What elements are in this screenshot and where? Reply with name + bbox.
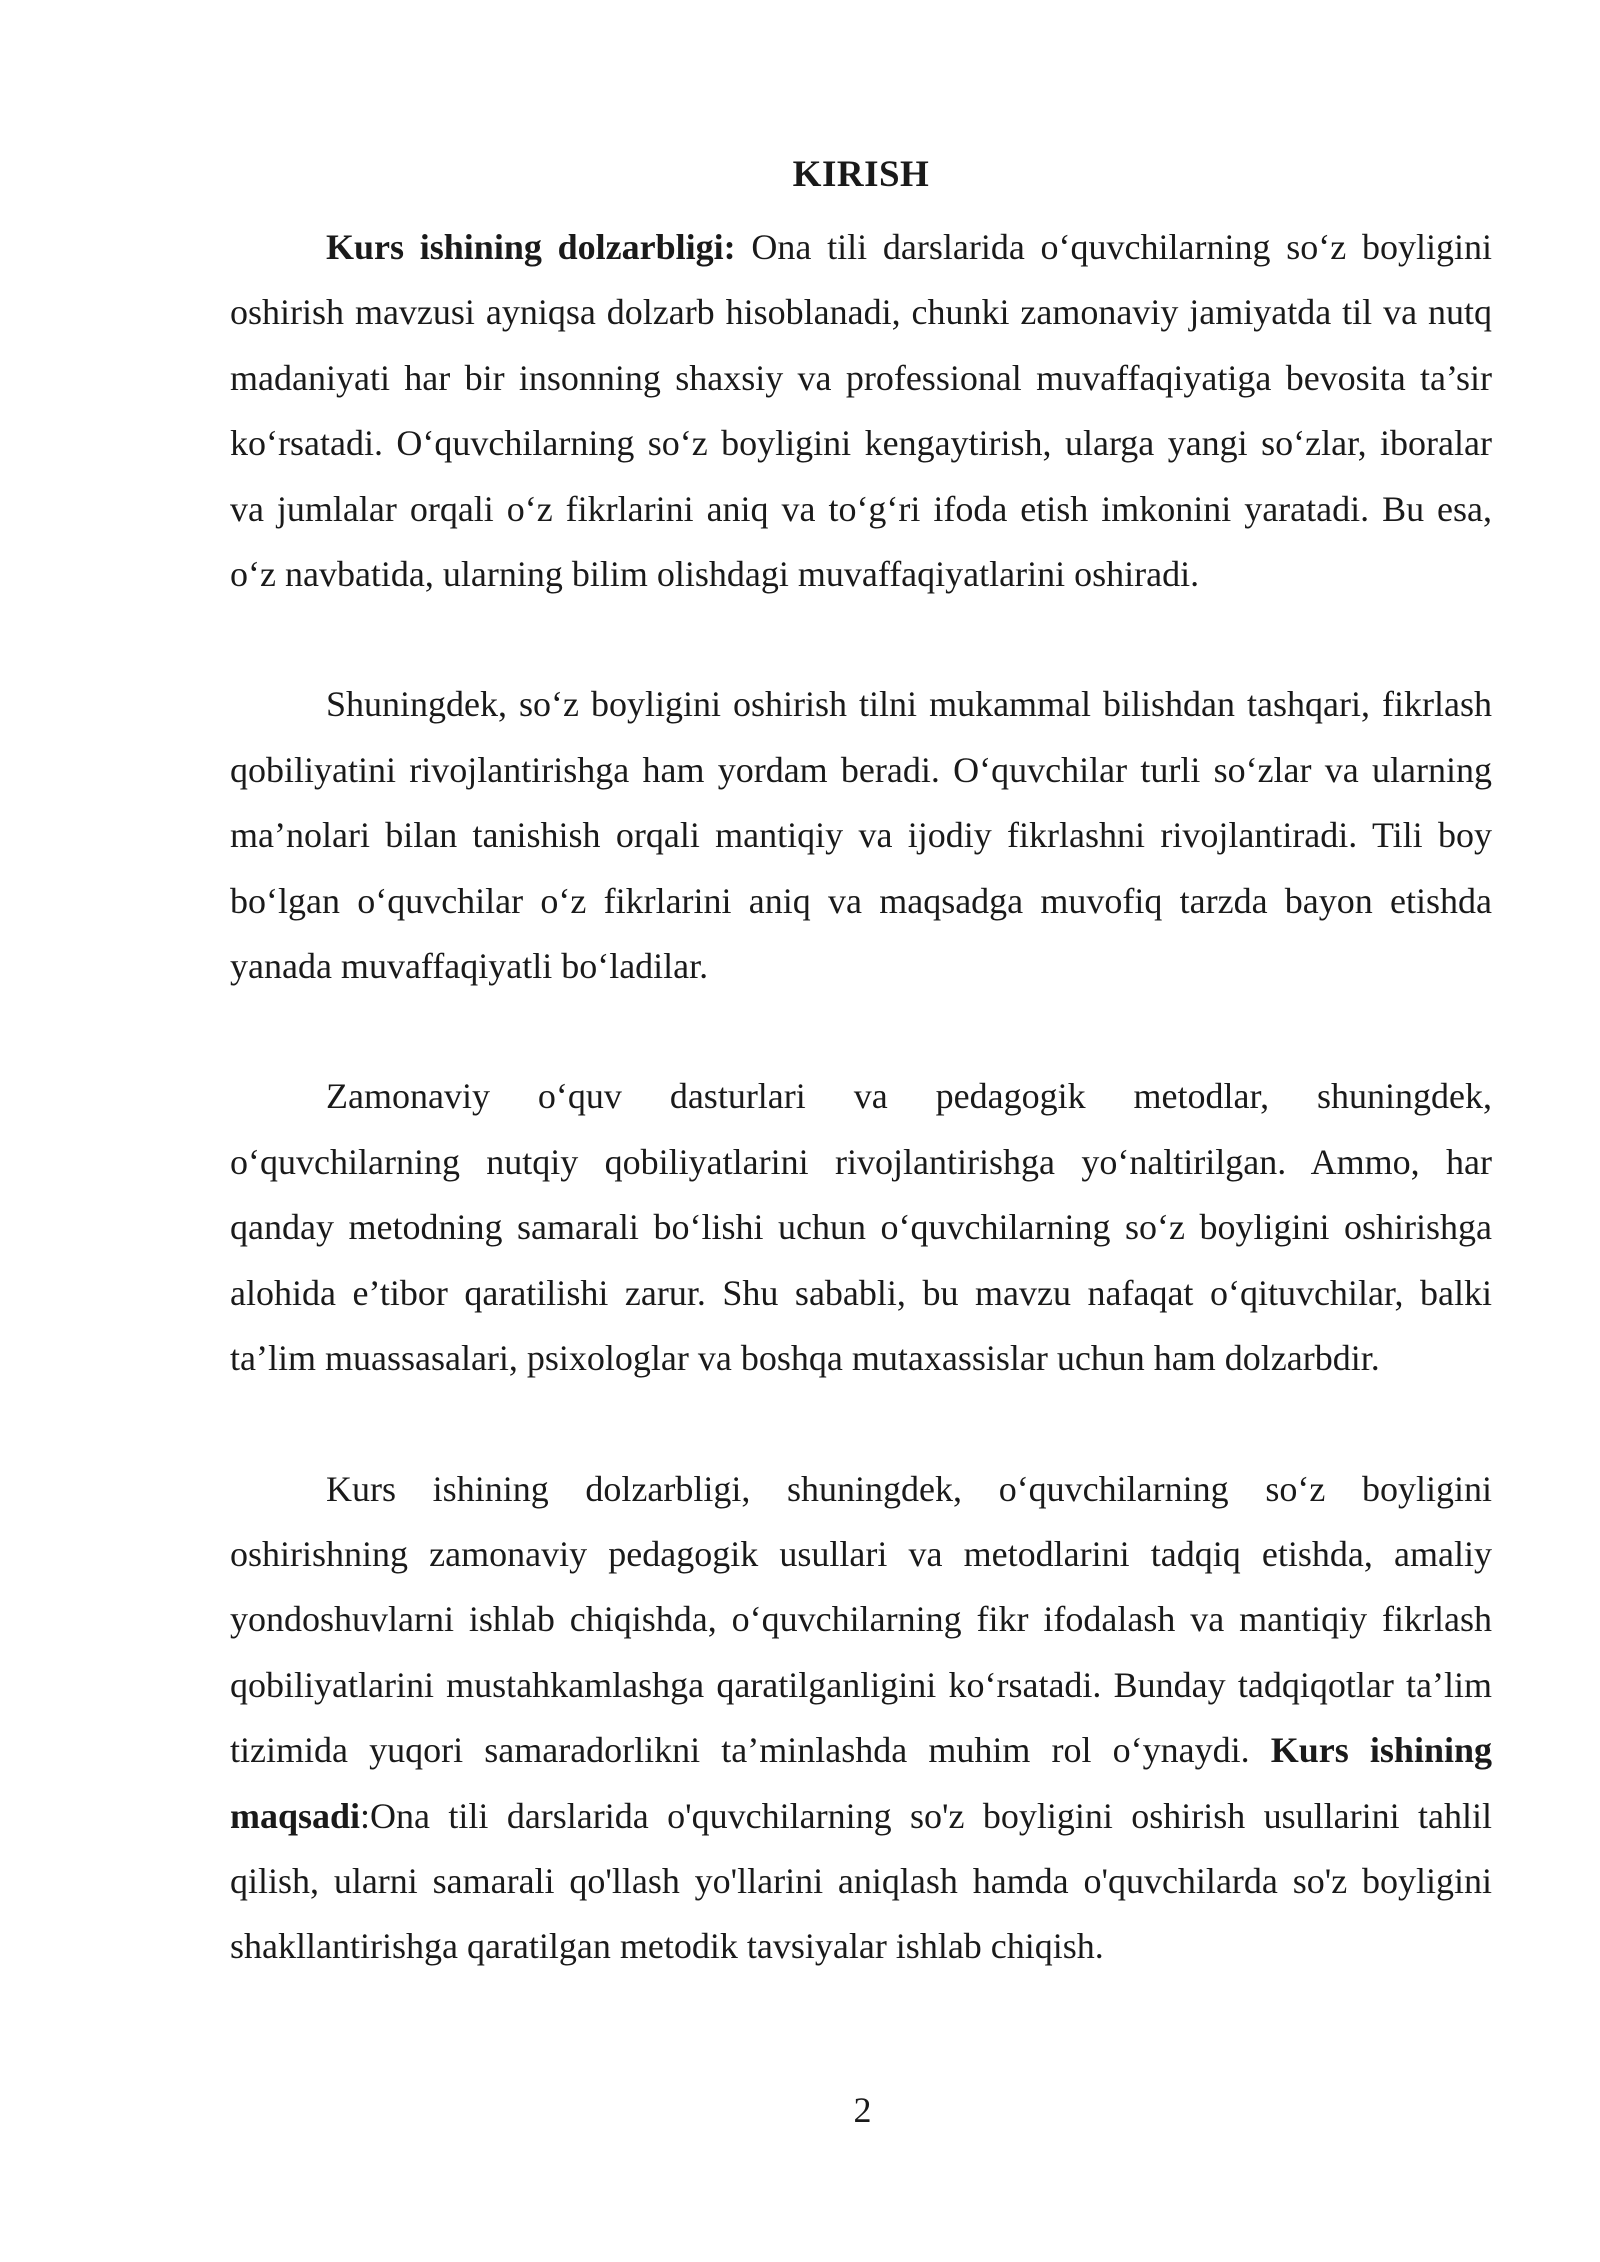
page-content — [230, 150, 1492, 1980]
paragraph-lead-relevance: Kurs ishining dolzarbligi: — [326, 227, 736, 267]
paragraph-text: Kurs ishining dolzarbligi, shuningdek, o‘quvchilarning so‘z boyligini oshirishning zamonaviy pedagogik usullari va metodlarini tadqiq etishda, amaliy yondoshuvlarni ishlab chiqishda, o‘quvchilarning fikr ifodalash va mantiqiy fikrlash qobiliyatlarini mustahkamlashga qaratilganligini ko‘rsatadi. Bunday tadqiqotlar ta’lim tizimida yuqori samaradorlikni ta’minlashda muhim rol o‘ynaydi. — [230, 1468, 1492, 1771]
paragraph-methods — [230, 1064, 1492, 1391]
paragraph-text: Ona tili darslarida o‘quvchilarning so‘z boyligini oshirish mavzusi ayniqsa dolzarb hisoblanadi, chunki zamonaviy jamiyatda til va nutq madaniyati har bir insonning shaxsiy va professional muvaffaqiyatiga bevosita ta’sir ko‘rsatadi. O‘quvchilarning so‘z boyligini kengaytirish, ularga yangi so‘zlar, iboralar va jumlalar orqali o‘z fikrlarini aniq va to‘g‘ri ifoda etish imkonini yaratadi. Bu esa, o‘z navbatida, ularning bilim olishdagi muvaffaqiyatlarini oshiradi. — [230, 227, 1492, 595]
paragraph-lead-goal: Kurs ishining maqsadi — [230, 1730, 1492, 1836]
paragraph-goal — [230, 1457, 1492, 1980]
paragraph-thinking — [230, 672, 1492, 999]
section-heading: KIRISH — [792, 154, 930, 195]
paragraph-text-goal: :Ona tili darslarida o'quvchilarning so'z boyligini oshirish usullarini tahlil qilish, ularni samarali qo'llash yo'llarini aniqlash hamda o'quvchilarda so'z boyligini shakllantirishga qaratilgan metodik tavsiyalar ishlab chiqish. — [230, 1795, 1492, 1967]
paragraph-text: Zamonaviy o‘quv dasturlari va pedagogik metodlar, shuningdek, o‘quvchilarning nutqiy qobiliyatlarini rivojlantirishga yo‘naltirilgan. Ammo, har qanday metodning samarali bo‘lishi uchun o‘quvchilarning so‘z boyligini oshirishga alohida e’tibor qaratilishi zarur. Shu sababli, bu mavzu nafaqat o‘qituvchilar, balki ta’lim muassasalari, psixologlar va boshqa mutaxassislar uchun ham dolzarbdir. — [230, 1076, 1492, 1379]
page-number: 2 — [853, 2090, 872, 2130]
paragraph-relevance — [230, 215, 1492, 607]
paragraph-text: Shuningdek, so‘z boyligini oshirish tilni mukammal bilishdan tashqari, fikrlash qobiliyatini rivojlantirishga ham yordam beradi. O‘quvchilar turli so‘zlar va ularning ma’nolari bilan tanishish orqali mantiqiy va ijodiy fikrlashni rivojlantiradi. Tili boy bo‘lgan o‘quvchilar o‘z fikrlarini aniq va maqsadga muvofiq tarzda bayon etishda yanada muvaffaqiyatli bo‘ladilar. — [230, 684, 1492, 987]
